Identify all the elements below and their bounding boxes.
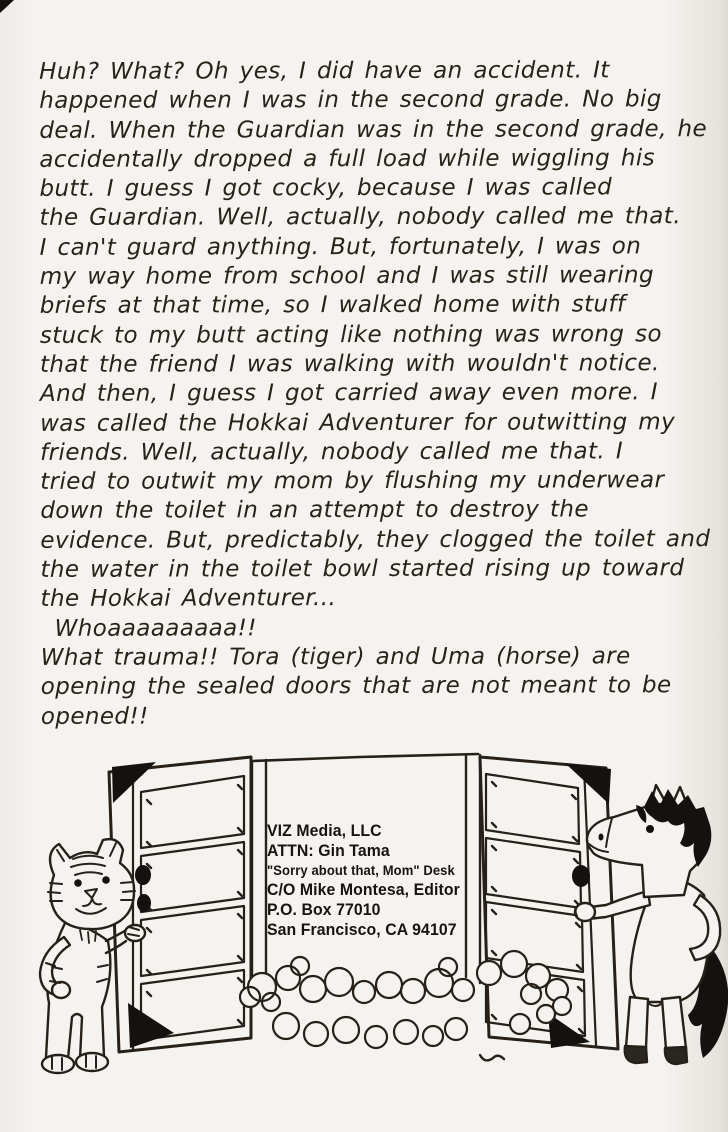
tiger-eye bbox=[74, 879, 82, 887]
letter-line: What trauma!! Tora (tiger) and Uma (horse) are bbox=[40, 643, 631, 671]
mailing-address bbox=[267, 821, 462, 940]
letter-line: briefs at that time, so I walked home with stuff bbox=[39, 291, 626, 320]
address-line: ATTN: Gin Tama bbox=[267, 840, 390, 860]
horse-belly-line bbox=[648, 1003, 662, 1006]
door-frame-left-post bbox=[252, 760, 266, 991]
address-line-desk: "Sorry about that, Mom" Desk bbox=[267, 861, 455, 878]
letter-line: was called the Hokkai Adventurer for outwitting my bbox=[40, 408, 676, 437]
tiger-fist bbox=[52, 982, 70, 998]
door-frame-right-post bbox=[466, 755, 480, 983]
cloud-squiggle bbox=[480, 1055, 504, 1060]
letter-line: stuck to my butt acting like nothing was wrong so bbox=[39, 320, 662, 349]
tiger-foot bbox=[76, 1053, 108, 1071]
horse-hooves bbox=[625, 1046, 687, 1064]
door-frame-lintel bbox=[253, 754, 478, 761]
address-line: VIZ Media, LLC bbox=[267, 821, 382, 840]
letter-line: butt. I guess I got cocky, because I was called bbox=[39, 174, 613, 203]
scan-corner-mark bbox=[0, 0, 14, 13]
letter-line: the Guardian. Well, actually, nobody called me that. bbox=[39, 203, 681, 232]
letter-line: deal. When the Guardian was in the second grade, he bbox=[39, 115, 708, 144]
letter-line: my way home from school and I was still wearing bbox=[39, 262, 655, 290]
letter-line: Huh? What? Oh yes, I did have an accident. It bbox=[39, 57, 610, 85]
horse-leg bbox=[662, 997, 686, 1049]
letter-line: evidence. But, predictably, they clogged the toilet and bbox=[40, 525, 711, 554]
horse-eye bbox=[646, 825, 654, 833]
letter-line: the Hokkai Adventurer... bbox=[40, 585, 337, 613]
left-door-knob bbox=[137, 894, 151, 912]
tiger-foot bbox=[42, 1055, 74, 1073]
horse-leg bbox=[626, 997, 648, 1048]
letter-line: opened!! bbox=[40, 703, 149, 730]
doors-illustration bbox=[0, 745, 728, 1132]
author-letter bbox=[39, 56, 709, 732]
address-line: P.O. Box 77010 bbox=[267, 900, 381, 920]
left-door-knob bbox=[135, 865, 151, 885]
letter-line: down the toilet in an attempt to destroy the bbox=[40, 496, 589, 525]
address-line: San Francisco, CA 94107 bbox=[267, 919, 457, 939]
letter-line-whoa: Whoaaaaaaaaa!! bbox=[54, 614, 257, 642]
letter-line: I can't guard anything. But, fortunately, I was on bbox=[39, 233, 642, 261]
right-door-knob bbox=[572, 865, 590, 887]
letter-line: tried to outwit my mom by flushing my underwear bbox=[40, 467, 665, 496]
letter-line: that the friend I was walking with wouldn't notice. bbox=[39, 350, 660, 378]
letter-line: the water in the toilet bowl started rising up toward bbox=[40, 555, 685, 583]
letter-line: friends. Well, actually, nobody called me that. I bbox=[40, 438, 624, 466]
tiger-eye bbox=[102, 876, 110, 884]
letter-line: And then, I guess I got carried away even more. I bbox=[39, 379, 658, 408]
letter-line: accidentally dropped a full load while wiggling his bbox=[39, 145, 656, 173]
horse-nostril bbox=[599, 834, 604, 841]
address-line: C/O Mike Montesa, Editor bbox=[267, 880, 460, 900]
letter-line: happened when I was in the second grade. No big bbox=[39, 86, 662, 115]
letter-line: opening the sealed doors that are not meant to be bbox=[40, 672, 672, 701]
